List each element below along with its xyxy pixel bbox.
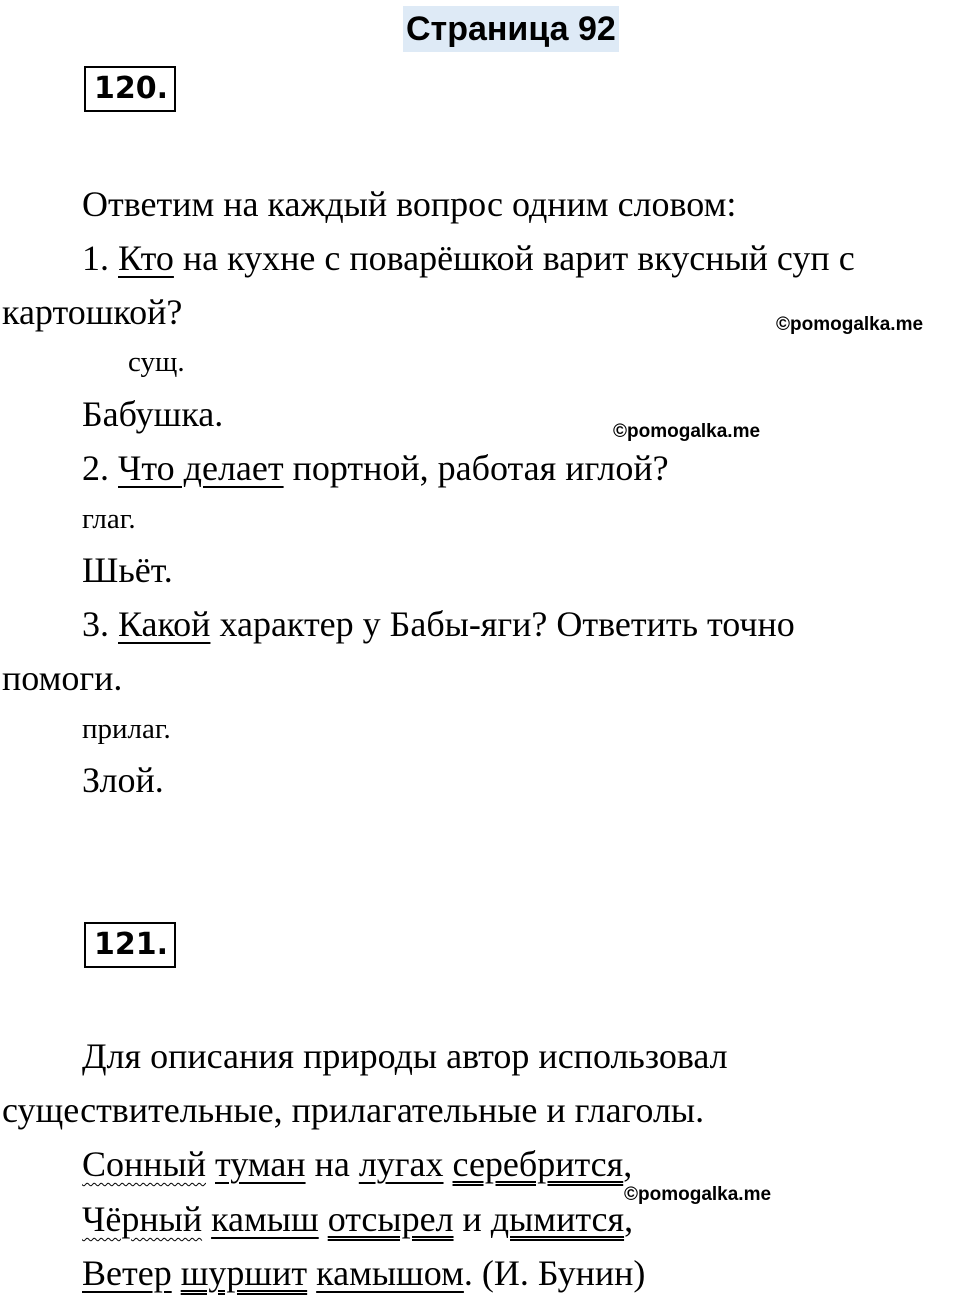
adjective-word: Чёрный	[82, 1199, 203, 1239]
watermark: ©pomogalka.me	[613, 421, 761, 442]
ex121-intro-line-1: Для описания природы автор использовал	[82, 1036, 728, 1076]
q3-text: характер у Бабы-яги? Ответить точно	[219, 604, 795, 644]
ex120-question-1	[82, 236, 855, 280]
punctuation: .	[463, 1253, 473, 1293]
q3-answer: Злой.	[82, 760, 164, 800]
noun-word: Ветер	[82, 1253, 172, 1293]
punctuation: ,	[623, 1144, 633, 1184]
page-title: Страница 92	[403, 6, 619, 52]
verb-word: серебрится	[452, 1144, 624, 1184]
noun-word: лугах	[358, 1144, 444, 1184]
verb-word: отсырел	[327, 1199, 454, 1239]
q3-keyword: Какой	[118, 604, 211, 644]
watermark: ©pomogalka.me	[624, 1184, 772, 1205]
ex120-question-2	[82, 446, 669, 490]
noun-word: камышом	[316, 1253, 464, 1293]
q3-continuation: помоги.	[2, 658, 123, 698]
q1-continuation: картошкой?	[2, 292, 183, 332]
poem-author: (И. Бунин)	[481, 1253, 646, 1293]
q3-part-of-speech: прилаг.	[82, 713, 171, 745]
q2-text: портной, работая иглой?	[292, 448, 669, 488]
noun-word: туман	[215, 1144, 306, 1184]
conjunction-word: и	[462, 1199, 482, 1239]
q3-number: 3.	[82, 604, 109, 644]
q2-keyword: Что делает	[118, 448, 284, 488]
q1-answer: Бабушка.	[82, 394, 224, 434]
q2-answer: Шьёт.	[82, 550, 173, 590]
punctuation: ,	[624, 1199, 634, 1239]
ex120-intro: Ответим на каждый вопрос одним словом:	[82, 184, 737, 224]
q1-text: на кухне с поварёшкой варит вкусный суп с	[182, 238, 855, 278]
exercise-number-120: 120.	[84, 66, 176, 112]
q1-keyword: Кто	[118, 238, 174, 278]
poem-line-2	[82, 1197, 633, 1241]
ex120-question-3	[82, 602, 795, 646]
q2-number: 2.	[82, 448, 109, 488]
verb-word: шуршит	[180, 1253, 308, 1293]
exercise-number-121: 121.	[84, 922, 176, 968]
q1-part-of-speech: сущ.	[128, 346, 185, 378]
q2-part-of-speech: глаг.	[82, 503, 136, 535]
watermark: ©pomogalka.me	[776, 314, 924, 335]
poem-line-1	[82, 1142, 632, 1186]
verb-word: дымится	[490, 1199, 625, 1239]
preposition-word: на	[314, 1144, 350, 1184]
adjective-word: Сонный	[82, 1144, 206, 1184]
ex121-intro-line-2: существительные, прилагательные и глаголы.	[2, 1090, 705, 1130]
noun-word: камыш	[211, 1199, 319, 1239]
q1-number: 1.	[82, 238, 109, 278]
poem-line-3	[82, 1251, 645, 1295]
